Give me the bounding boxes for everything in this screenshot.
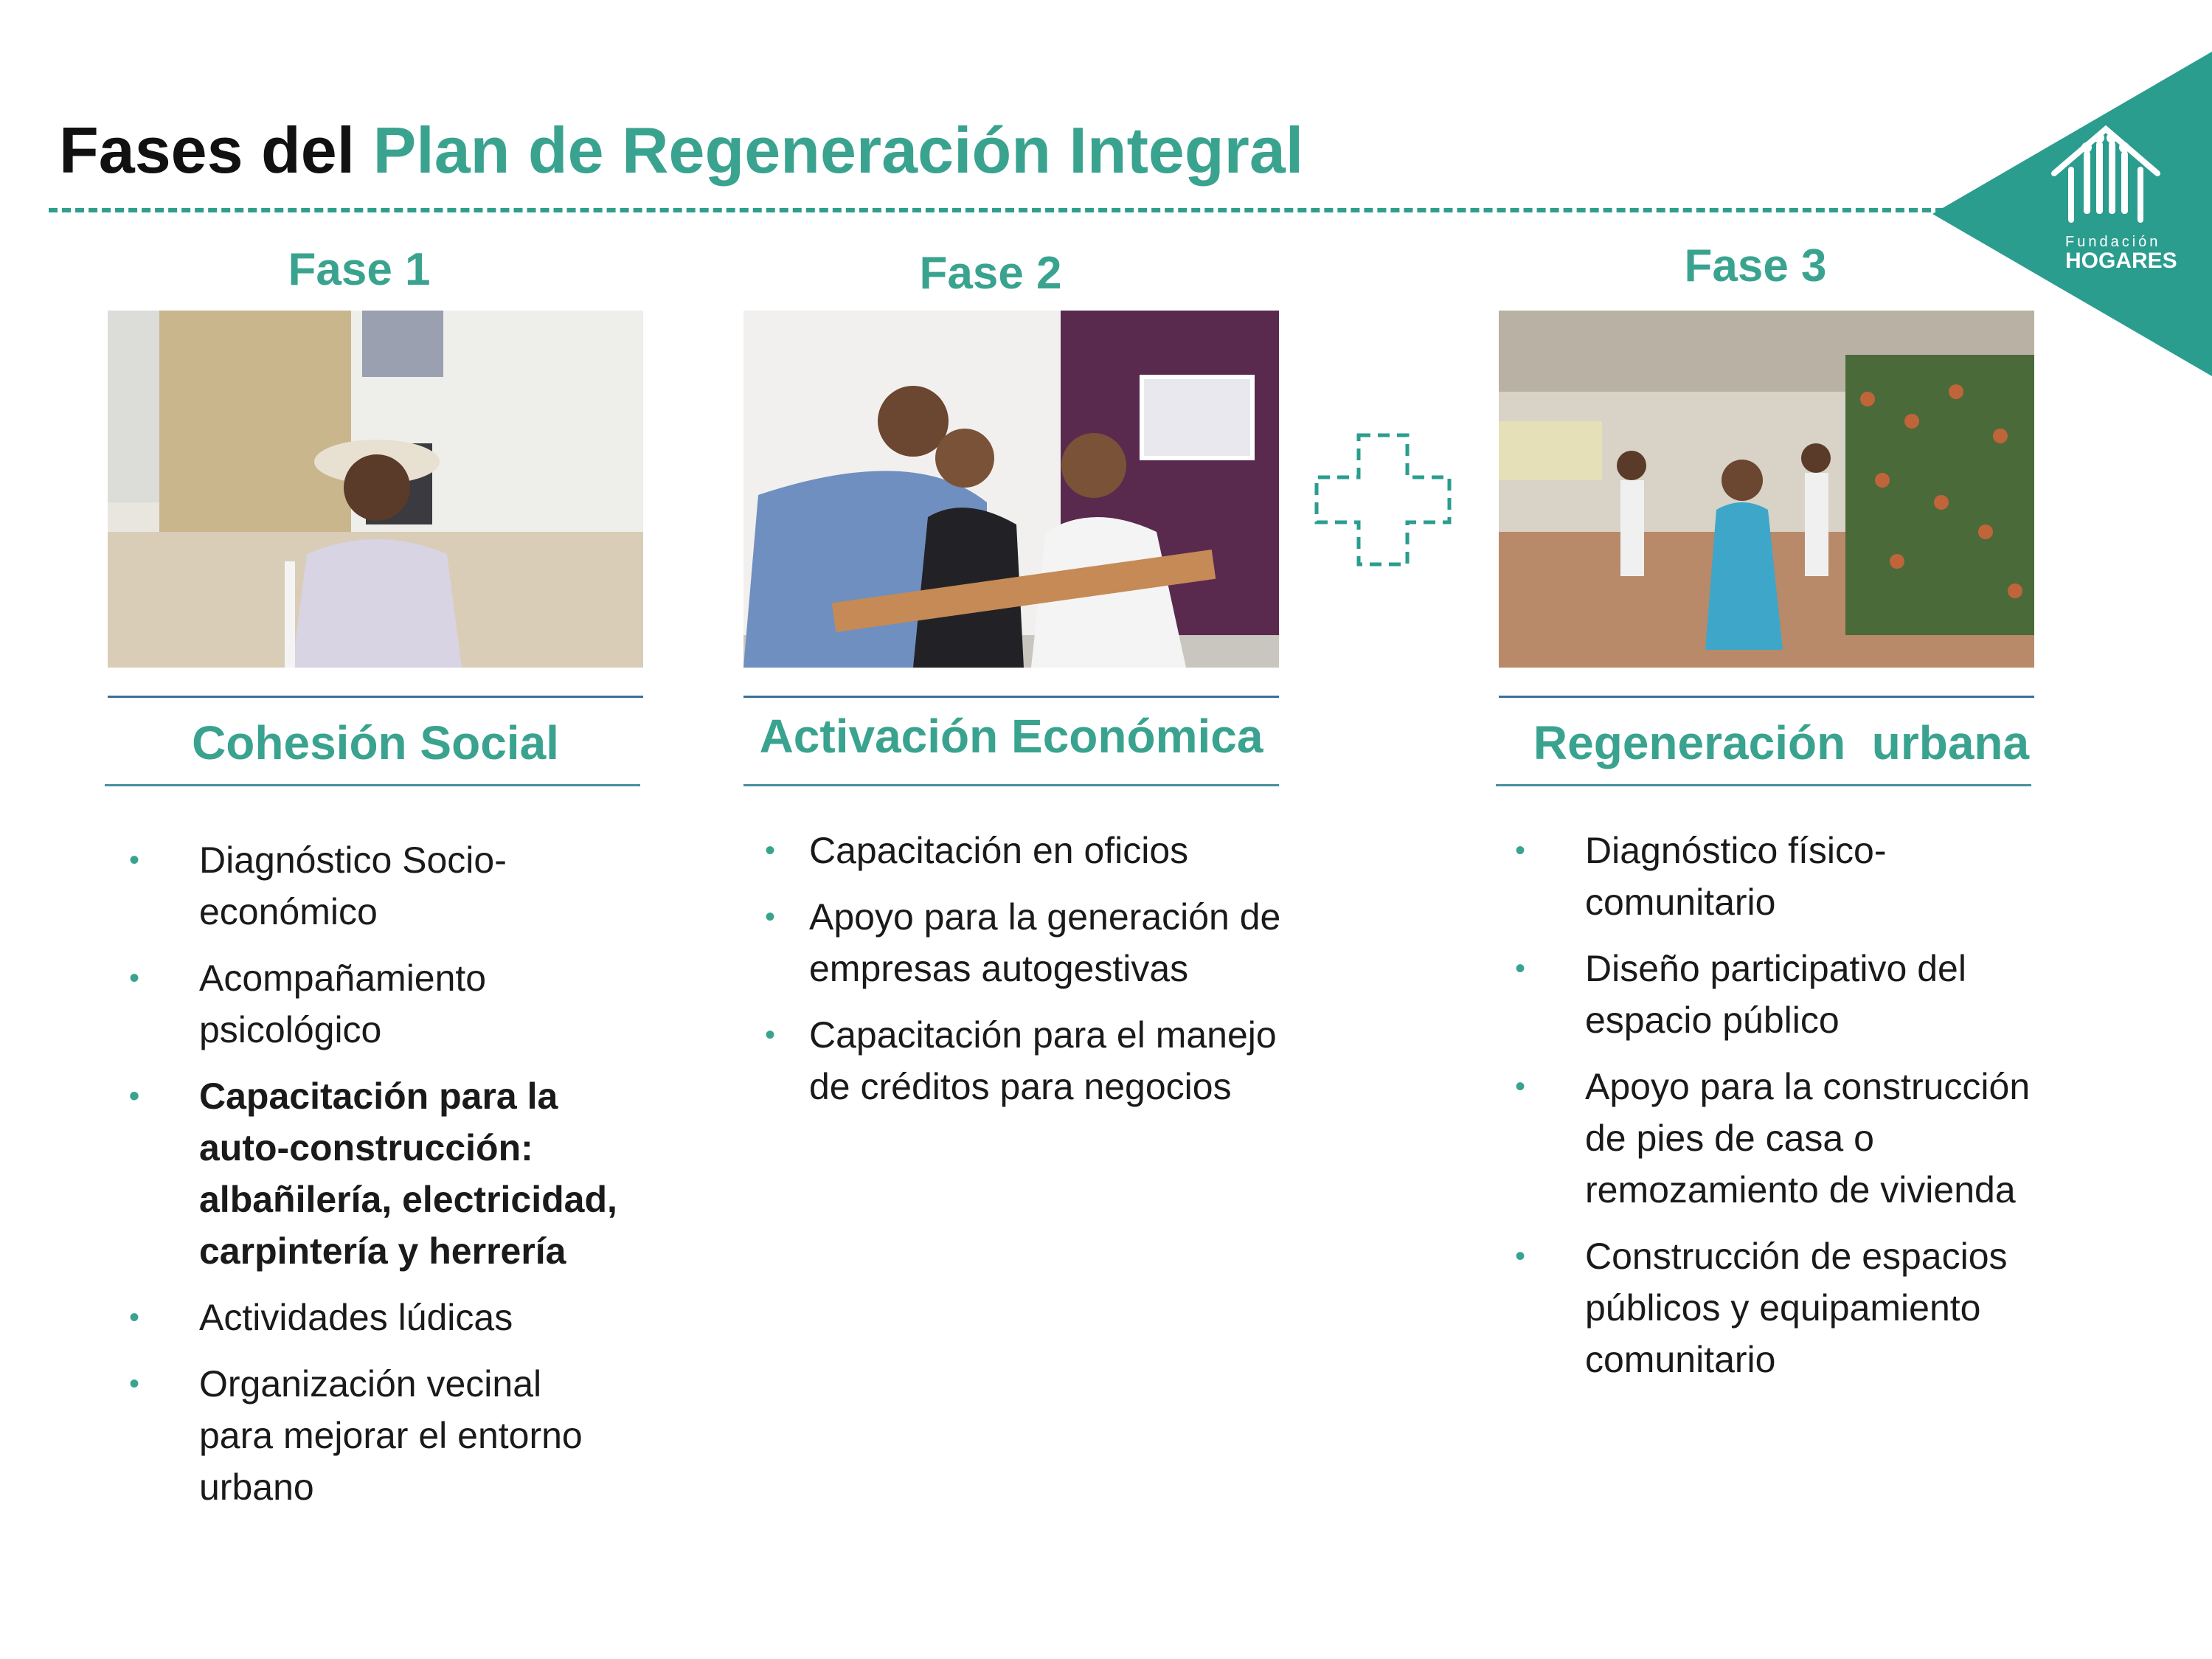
bullet-text: Diagnóstico Socio-económico [199, 839, 507, 932]
carpentry-training-photo [743, 311, 1279, 668]
bullet-item [1515, 825, 2057, 928]
bullet-dot: • [1515, 952, 1526, 985]
bullet-dot: • [129, 1368, 140, 1400]
section-2-top-line [743, 696, 1279, 698]
phase-2-bullet-list [765, 825, 1281, 1127]
bullet-dot: • [765, 1019, 776, 1051]
bullet-dot: • [1515, 1070, 1526, 1103]
logo-hogares-text: HOGARES [2065, 249, 2177, 273]
bullet-text: Diseño participativo del espacio público [1585, 948, 1966, 1041]
bullet-item [129, 1070, 620, 1277]
bullet-dot: • [765, 834, 776, 867]
section-3-top-line [1499, 696, 2034, 698]
bullet-item [765, 825, 1281, 876]
section-1-top-line [108, 696, 643, 698]
bullet-dot: • [129, 962, 140, 994]
bullet-text: Organización vecinal para mejorar el entorno urbano [199, 1363, 583, 1508]
bullet-text: Acompañamiento psicológico [199, 957, 487, 1050]
title-divider [49, 208, 1944, 212]
bullet-text: Construcción de espacios públicos y equipamiento comunitario [1585, 1236, 2008, 1380]
bullet-text: Actividades lúdicas [199, 1297, 513, 1338]
bullet-dot: • [129, 844, 140, 876]
bullet-item [129, 1358, 620, 1513]
bullet-text: Apoyo para la construcción de pies de casa o remozamiento de vivienda [1585, 1066, 2031, 1211]
section-2-bottom-line [743, 784, 1279, 786]
bullet-item [129, 834, 620, 938]
phase-3-label: Fase 3 [1684, 240, 1827, 291]
bullet-item [1515, 943, 2057, 1046]
phase-1-bullet-list [129, 834, 620, 1528]
section-title-cohesion-social: Cohesión Social [192, 716, 559, 769]
public-space-garden-photo [1499, 311, 2034, 668]
woman-with-sun-hat-photo [108, 311, 643, 668]
bullet-item [1515, 1230, 2057, 1385]
dashed-plus-icon [1313, 432, 1453, 568]
page-title-part1: Fases del [59, 114, 373, 187]
section-3-bottom-line [1496, 784, 2031, 786]
page-title [59, 114, 1304, 187]
bullet-item [765, 1009, 1281, 1112]
bullet-dot: • [1515, 834, 1526, 867]
phase-2-label: Fase 2 [919, 248, 1062, 299]
section-title-activacion-economica: Activación Económica [759, 710, 1263, 763]
bullet-dot: • [1515, 1240, 1526, 1272]
bullet-text: Diagnóstico físico-comunitario [1585, 830, 1887, 923]
bullet-item [129, 1292, 620, 1343]
bullet-item [1515, 1061, 2057, 1216]
bullet-item [765, 891, 1281, 994]
logo-fundacion-text: Fundación [2065, 234, 2161, 250]
page-title-part2: Plan de Regeneración Integral [372, 114, 1304, 187]
bullet-text: Capacitación para el manejo de créditos para negocios [809, 1014, 1277, 1107]
bullet-text: Capacitación en oficios [809, 830, 1189, 871]
bullet-dot: • [129, 1080, 140, 1112]
section-title-regeneracion-urbana: Regeneración urbana [1533, 716, 2030, 769]
phase-1-label: Fase 1 [288, 244, 431, 295]
bullet-text: Apoyo para la generación de empresas autogestivas [809, 896, 1281, 989]
phase-3-bullet-list [1515, 825, 2057, 1400]
bullet-text: Capacitación para la auto-construcción: albañilería, electricidad, carpintería y herrería [199, 1076, 617, 1272]
bullet-dot: • [765, 901, 776, 933]
bullet-item [129, 952, 620, 1056]
bullet-dot: • [129, 1301, 140, 1334]
section-1-bottom-line [105, 784, 640, 786]
